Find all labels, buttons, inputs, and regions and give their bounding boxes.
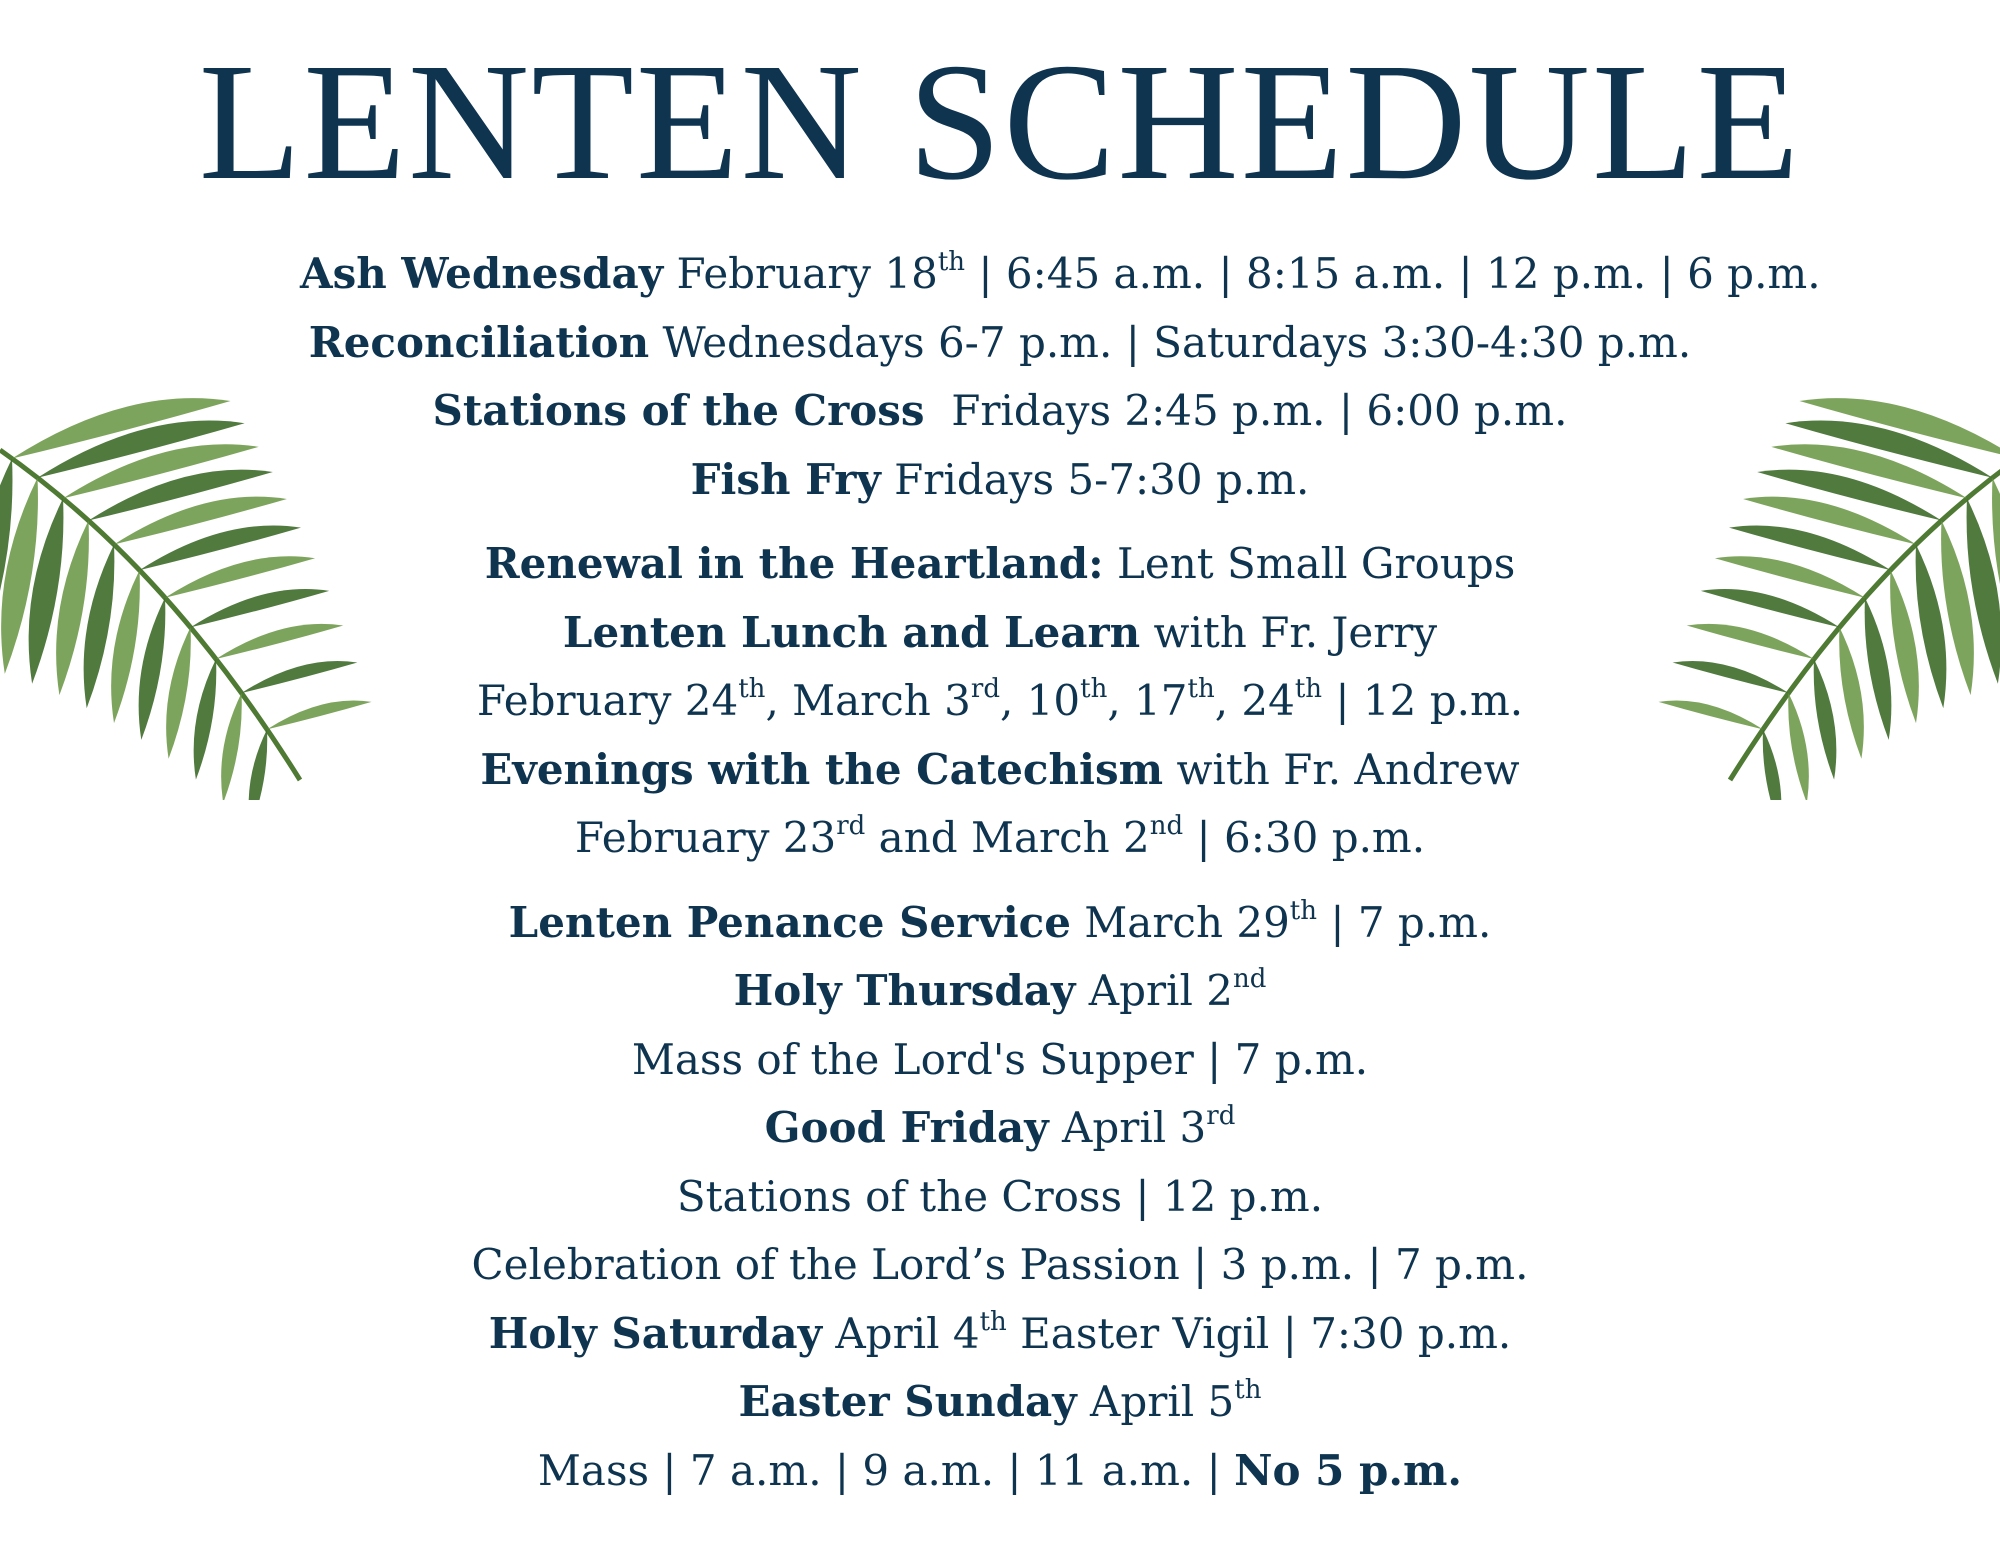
schedule-line: February 24th, March 3rd, 10th, 17th, 24th | 12 p.m. xyxy=(476,674,1524,725)
schedule-line: Evenings with the Catechism with Fr. Andrew xyxy=(480,744,1520,794)
schedule-line: Holy Thursday April 2nd xyxy=(733,964,1267,1015)
schedule-line: Lenten Penance Service March 29th | 7 p.m. xyxy=(508,895,1492,947)
schedule-list xyxy=(300,240,1821,1505)
schedule-line: February 23rd and March 2nd | 6:30 p.m. xyxy=(574,811,1426,862)
schedule-line: Good Friday April 3rd xyxy=(764,1101,1236,1152)
schedule-line: Fish Fry Fridays 5-7:30 p.m. xyxy=(690,454,1310,504)
schedule-line: Easter Sunday April 5th xyxy=(738,1375,1262,1426)
schedule-line: Mass of the Lord's Supper | 7 p.m. xyxy=(631,1034,1369,1084)
schedule-line: Celebration of the Lord’s Passion | 3 p.m. | 7 p.m. xyxy=(471,1240,1529,1289)
schedule-line: Stations of the Cross | 12 p.m. xyxy=(676,1171,1324,1221)
schedule-line: Lenten Lunch and Learn with Fr. Jerry xyxy=(562,607,1438,657)
schedule-line: Reconciliation Wednesdays 6-7 p.m. | Saturdays 3:30-4:30 p.m. xyxy=(308,317,1692,367)
schedule-line: Holy Saturday April 4th Easter Vigil | 7:30 p.m. xyxy=(488,1306,1512,1358)
schedule-line: Stations of the Cross Fridays 2:45 p.m. | 6:00 p.m. xyxy=(432,386,1568,435)
page-title: LENTEN SCHEDULE xyxy=(198,29,1802,215)
schedule-line: Ash Wednesday February 18th | 6:45 a.m. | 8:15 a.m. | 12 p.m. | 6 p.m. xyxy=(300,247,1821,298)
schedule-line: Renewal in the Heartland: Lent Small Groups xyxy=(484,539,1516,588)
schedule-line: Mass | 7 a.m. | 9 a.m. | 11 a.m. | No 5 p.m. xyxy=(537,1445,1463,1495)
